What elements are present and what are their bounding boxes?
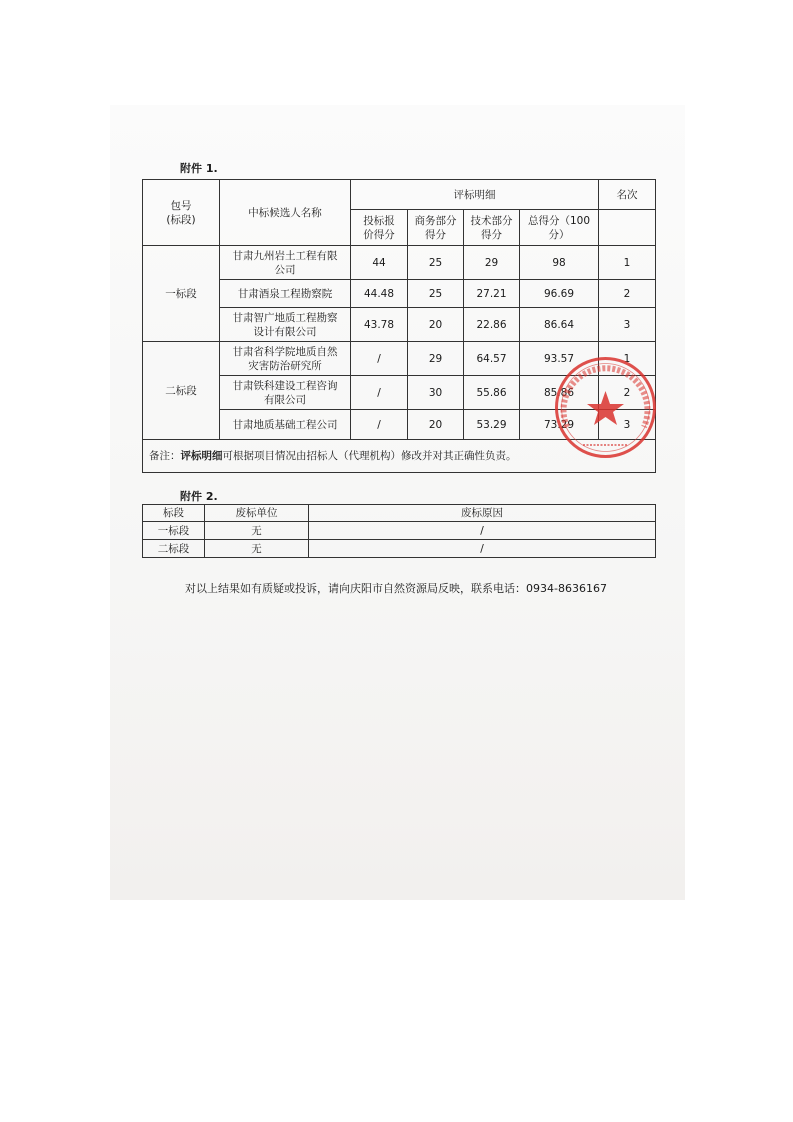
candidate-name: 甘肃省科学院地质自然 灾害防治研究所 — [220, 342, 351, 376]
header-unit: 废标单位 — [205, 505, 309, 522]
note-bold: 评标明细 — [180, 450, 223, 462]
technical-score: 55.86 — [464, 376, 520, 410]
header-rank: 名次 — [599, 180, 656, 210]
technical-score: 22.86 — [464, 308, 520, 342]
section-name: 二标段 — [143, 540, 205, 558]
technical-score: 53.29 — [464, 410, 520, 440]
section-name: 一标段 — [143, 246, 220, 342]
business-score: 20 — [408, 410, 464, 440]
business-score: 30 — [408, 376, 464, 410]
header-section: 标段 — [143, 505, 205, 522]
complaint-contact-text: 对以上结果如有质疑或投诉，请向庆阳市自然资源局反映，联系电话：0934-8636167 — [185, 582, 607, 595]
rank-value: 1 — [599, 246, 656, 280]
bid-price-score: 43.78 — [351, 308, 408, 342]
total-score: 96.69 — [520, 280, 599, 308]
attachment2-title: 附件 2. — [180, 490, 218, 503]
header-technical-score: 技术部分 得分 — [464, 210, 520, 246]
section-name: 一标段 — [143, 522, 205, 540]
rank-value: 3 — [599, 410, 656, 440]
header-bid-price-score: 投标报 价得分 — [351, 210, 408, 246]
candidate-name: 甘肃酒泉工程勘察院 — [220, 280, 351, 308]
total-score: 73.29 — [520, 410, 599, 440]
total-score: 86.64 — [520, 308, 599, 342]
rank-value: 2 — [599, 280, 656, 308]
header-detail: 评标明细 — [351, 180, 599, 210]
invalid-reason: / — [309, 522, 656, 540]
header-rank-blank — [599, 210, 656, 246]
table-row — [143, 280, 656, 308]
total-score: 85.86 — [520, 376, 599, 410]
business-score: 25 — [408, 280, 464, 308]
invalid-reason: / — [309, 540, 656, 558]
header-reason: 废标原因 — [309, 505, 656, 522]
technical-score: 64.57 — [464, 342, 520, 376]
table-row — [143, 246, 656, 280]
header-total-score: 总得分（100 分） — [520, 210, 599, 246]
bid-price-score: 44 — [351, 246, 408, 280]
technical-score: 27.21 — [464, 280, 520, 308]
rank-value: 2 — [599, 376, 656, 410]
rank-value: 3 — [599, 308, 656, 342]
bid-price-score: 44.48 — [351, 280, 408, 308]
invalid-unit: 无 — [205, 540, 309, 558]
section-name: 二标段 — [143, 342, 220, 440]
bid-price-score: / — [351, 410, 408, 440]
invalid-bids-table — [142, 504, 656, 558]
business-score: 20 — [408, 308, 464, 342]
business-score: 29 — [408, 342, 464, 376]
bid-price-score: / — [351, 376, 408, 410]
note-prefix: 备注： — [149, 450, 181, 462]
rank-value: 1 — [599, 342, 656, 376]
total-score: 93.57 — [520, 342, 599, 376]
candidate-name: 甘肃铁科建设工程咨询 有限公司 — [220, 376, 351, 410]
candidate-name: 甘肃九州岩土工程有限 公司 — [220, 246, 351, 280]
technical-score: 29 — [464, 246, 520, 280]
invalid-unit: 无 — [205, 522, 309, 540]
business-score: 25 — [408, 246, 464, 280]
candidate-name: 甘肃智广地质工程勘察 设计有限公司 — [220, 308, 351, 342]
company-seal — [553, 355, 658, 460]
table-row — [143, 522, 656, 540]
candidate-name: 甘肃地质基础工程公司 — [220, 410, 351, 440]
note-text: 可根据项目情况由招标人（代理机构）修改并对其正确性负责。 — [222, 450, 517, 462]
table-row — [143, 308, 656, 342]
attachment1-title: 附件 1. — [180, 162, 218, 175]
total-score: 98 — [520, 246, 599, 280]
bid-price-score: / — [351, 342, 408, 376]
header-business-score: 商务部分 得分 — [408, 210, 464, 246]
header-package: 包号 (标段) — [143, 180, 220, 246]
header-candidate: 中标候选人名称 — [220, 180, 351, 246]
table-row — [143, 540, 656, 558]
